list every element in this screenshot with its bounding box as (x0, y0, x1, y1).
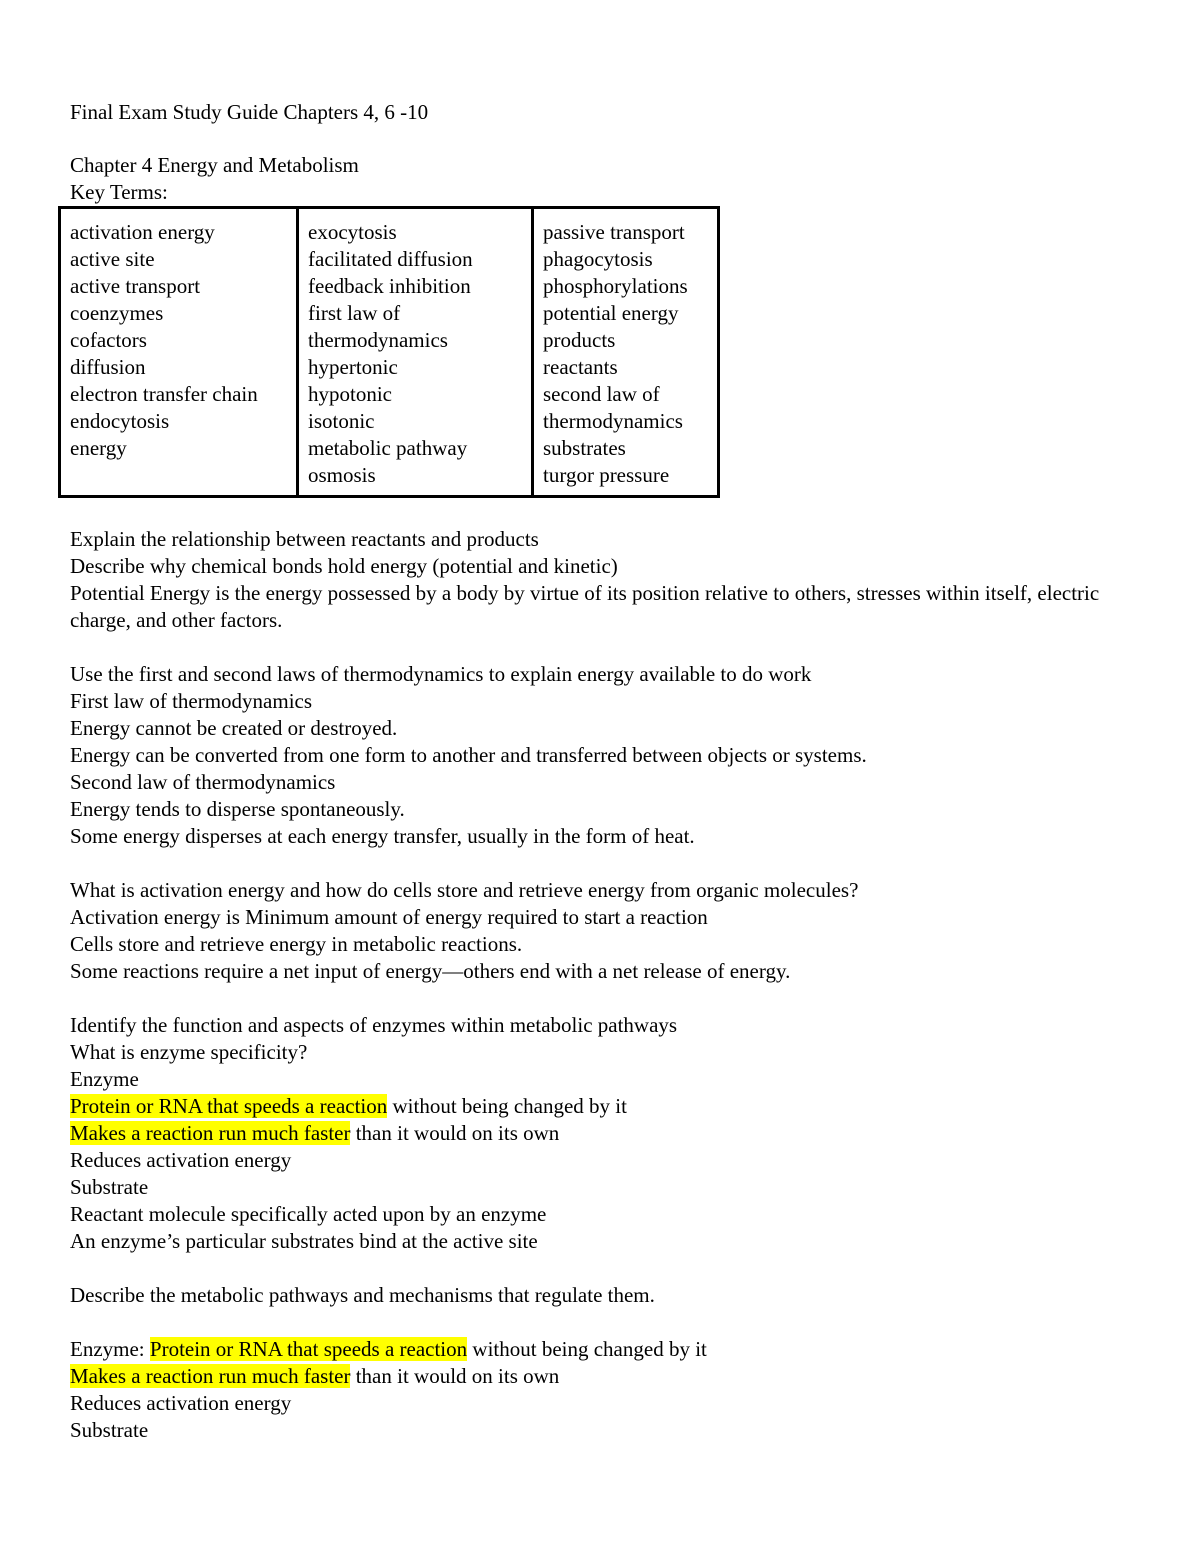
key-terms-label: Key Terms: (70, 180, 168, 204)
key-term: facilitated diffusion (308, 247, 473, 271)
question-line: What is activation energy and how do cells store and retrieve energy from organic molecules? (70, 878, 859, 902)
key-term: coenzymes (70, 301, 164, 325)
key-terms-column-2 (296, 209, 531, 495)
key-term: osmosis (308, 463, 376, 487)
key-term: first law of (308, 301, 401, 325)
answer-paragraph: Potential Energy is the energy possessed by a body by virtue of its position relative to others, stresses within itself, electric charge, and other factors. (70, 581, 1100, 632)
answer-line (70, 1120, 1140, 1147)
key-terms-column-1 (61, 209, 296, 495)
answer-line: An enzyme’s particular substrates bind at the active site (70, 1229, 538, 1253)
answer-text: without being changed by it (467, 1337, 707, 1361)
key-term: passive transport (543, 220, 685, 244)
answer-line (70, 1363, 1140, 1390)
chapter-heading: Chapter 4 Energy and Metabolism (70, 153, 359, 177)
key-term: thermodynamics (308, 328, 448, 352)
section-activation-energy (70, 877, 1140, 985)
section-thermodynamics (70, 661, 1140, 850)
key-term: turgor pressure (543, 463, 670, 487)
answer-line: Reactant molecule specifically acted upon by an enzyme (70, 1202, 547, 1226)
answer-line: Substrate (70, 1418, 149, 1442)
section-reactants-products (70, 526, 1140, 634)
answer-text: than it would on its own (350, 1364, 560, 1388)
highlighted-text: Makes a reaction run much faster (70, 1364, 351, 1388)
key-term: second law of (543, 382, 660, 406)
key-term: feedback inhibition (308, 274, 471, 298)
question-line: Describe the metabolic pathways and mechanisms that regulate them. (70, 1283, 655, 1307)
key-term: phosphorylations (543, 274, 688, 298)
answer-line: Reduces activation energy (70, 1391, 292, 1415)
question-line: What is enzyme specificity? (70, 1040, 308, 1064)
answer-line: Substrate (70, 1175, 149, 1199)
key-term: metabolic pathway (308, 436, 468, 460)
key-term: isotonic (308, 409, 375, 433)
answer-line: Second law of thermodynamics (70, 770, 336, 794)
answer-line: Energy can be converted from one form to another and transferred between objects or systems. (70, 743, 867, 767)
answer-line: Energy cannot be created or destroyed. (70, 716, 398, 740)
section-enzymes (70, 1012, 1140, 1255)
highlighted-text: Makes a reaction run much faster (70, 1121, 351, 1145)
answer-text: than it would on its own (350, 1121, 560, 1145)
key-term: active site (70, 247, 155, 271)
key-term: active transport (70, 274, 201, 298)
key-term: potential energy (543, 301, 679, 325)
answer-line: Enzyme (70, 1067, 139, 1091)
section-metabolic-pathways (70, 1282, 1140, 1309)
key-term: electron transfer chain (70, 382, 258, 406)
key-term: hypotonic (308, 382, 392, 406)
key-term: energy (70, 436, 127, 460)
answer-text: Enzyme: (70, 1337, 150, 1361)
question-line: Identify the function and aspects of enzymes within metabolic pathways (70, 1013, 678, 1037)
highlighted-text: Protein or RNA that speeds a reaction (149, 1337, 468, 1361)
highlighted-text: Protein or RNA that speeds a reaction (70, 1094, 388, 1118)
answer-line: Some reactions require a net input of energy—others end with a net release of energy. (70, 959, 791, 983)
answer-line: Reduces activation energy (70, 1148, 292, 1172)
question-line: Use the first and second laws of thermodynamics to explain energy available to do work (70, 662, 812, 686)
key-term: products (543, 328, 616, 352)
key-term: reactants (543, 355, 618, 379)
answer-line: First law of thermodynamics (70, 689, 313, 713)
key-term: substrates (543, 436, 626, 460)
key-term: cofactors (70, 328, 147, 352)
key-term: diffusion (70, 355, 146, 379)
question-line: Describe why chemical bonds hold energy (potential and kinetic) (70, 554, 618, 578)
key-term: thermodynamics (543, 409, 683, 433)
answer-line (70, 1336, 1140, 1363)
answer-line: Energy tends to disperse spontaneously. (70, 797, 405, 821)
answer-line: Activation energy is Minimum amount of energy required to start a reaction (70, 905, 708, 929)
key-term: activation energy (70, 220, 215, 244)
question-line: Explain the relationship between reactants and products (70, 527, 539, 551)
key-term: hypertonic (308, 355, 398, 379)
key-terms-column-3 (531, 209, 717, 495)
document-title: Final Exam Study Guide Chapters 4, 6 -10 (70, 100, 429, 124)
answer-text: without being changed by it (387, 1094, 627, 1118)
answer-line: Some energy disperses at each energy transfer, usually in the form of heat. (70, 824, 695, 848)
answer-line (70, 1093, 1140, 1120)
key-term: phagocytosis (543, 247, 653, 271)
key-terms-table (58, 206, 720, 498)
answer-line: Cells store and retrieve energy in metabolic reactions. (70, 932, 523, 956)
key-term: endocytosis (70, 409, 170, 433)
section-enzyme-summary (70, 1336, 1140, 1444)
key-term: exocytosis (308, 220, 397, 244)
document-page (70, 99, 1140, 1444)
